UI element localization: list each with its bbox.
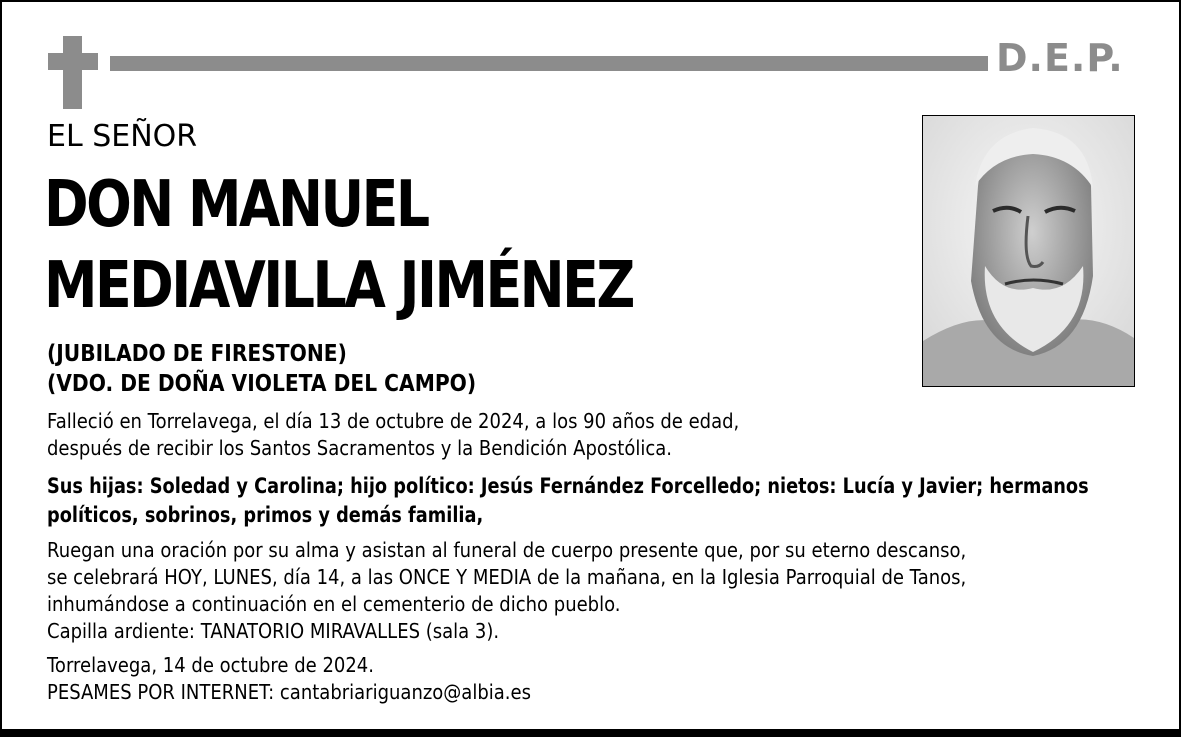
family-line: políticos, sobrinos, primos y demás familia, — [47, 503, 484, 527]
bottom-rule — [0, 729, 1181, 737]
death-notice-line: Falleció en Torrelavega, el día 13 de octubre de 2024, a los 90 años de edad, — [47, 409, 740, 433]
portrait-photo — [922, 115, 1135, 387]
footer-contact: PESAMES POR INTERNET: cantabriariguanzo@albia.es — [47, 680, 531, 704]
death-notice-line: después de recibir los Santos Sacramentos y la Bendición Apostólica. — [47, 436, 673, 460]
occupation-note: (JUBILADO DE FIRESTONE) — [47, 341, 347, 367]
request-line: inhumándose a continuación en el cementerio de dicho pueblo. — [47, 592, 621, 616]
deceased-name-line-2: MEDIAVILLA JIMÉNEZ — [44, 249, 633, 323]
request-line: Ruegan una oración por su alma y asistan al funeral de cuerpo presente que, por su eterno descanso, — [47, 538, 967, 562]
header-rule — [110, 56, 988, 71]
footer-date: Torrelavega, 14 de octubre de 2024. — [47, 653, 374, 677]
dep-label: D.E.P. — [996, 36, 1124, 80]
family-line: Sus hijas: Soledad y Carolina; hijo político: Jesús Fernández Forcelledo; nietos: Lucía y Javier; hermanos — [47, 474, 1089, 498]
intro-label: EL SEÑOR — [47, 119, 198, 154]
portrait-illustration — [923, 116, 1134, 386]
widower-note: (VDO. DE DOÑA VIOLETA DEL CAMPO) — [47, 371, 477, 397]
cross-horizontal-bar — [48, 53, 98, 70]
deceased-name-line-1: DON MANUEL — [44, 168, 428, 242]
request-line: se celebrará HOY, LUNES, día 14, a las ONCE Y MEDIA de la mañana, en la Iglesia Parroquial de Tanos, — [47, 565, 967, 589]
cross-vertical-bar — [63, 36, 82, 109]
request-line: Capilla ardiente: TANATORIO MIRAVALLES (sala 3). — [47, 619, 500, 643]
